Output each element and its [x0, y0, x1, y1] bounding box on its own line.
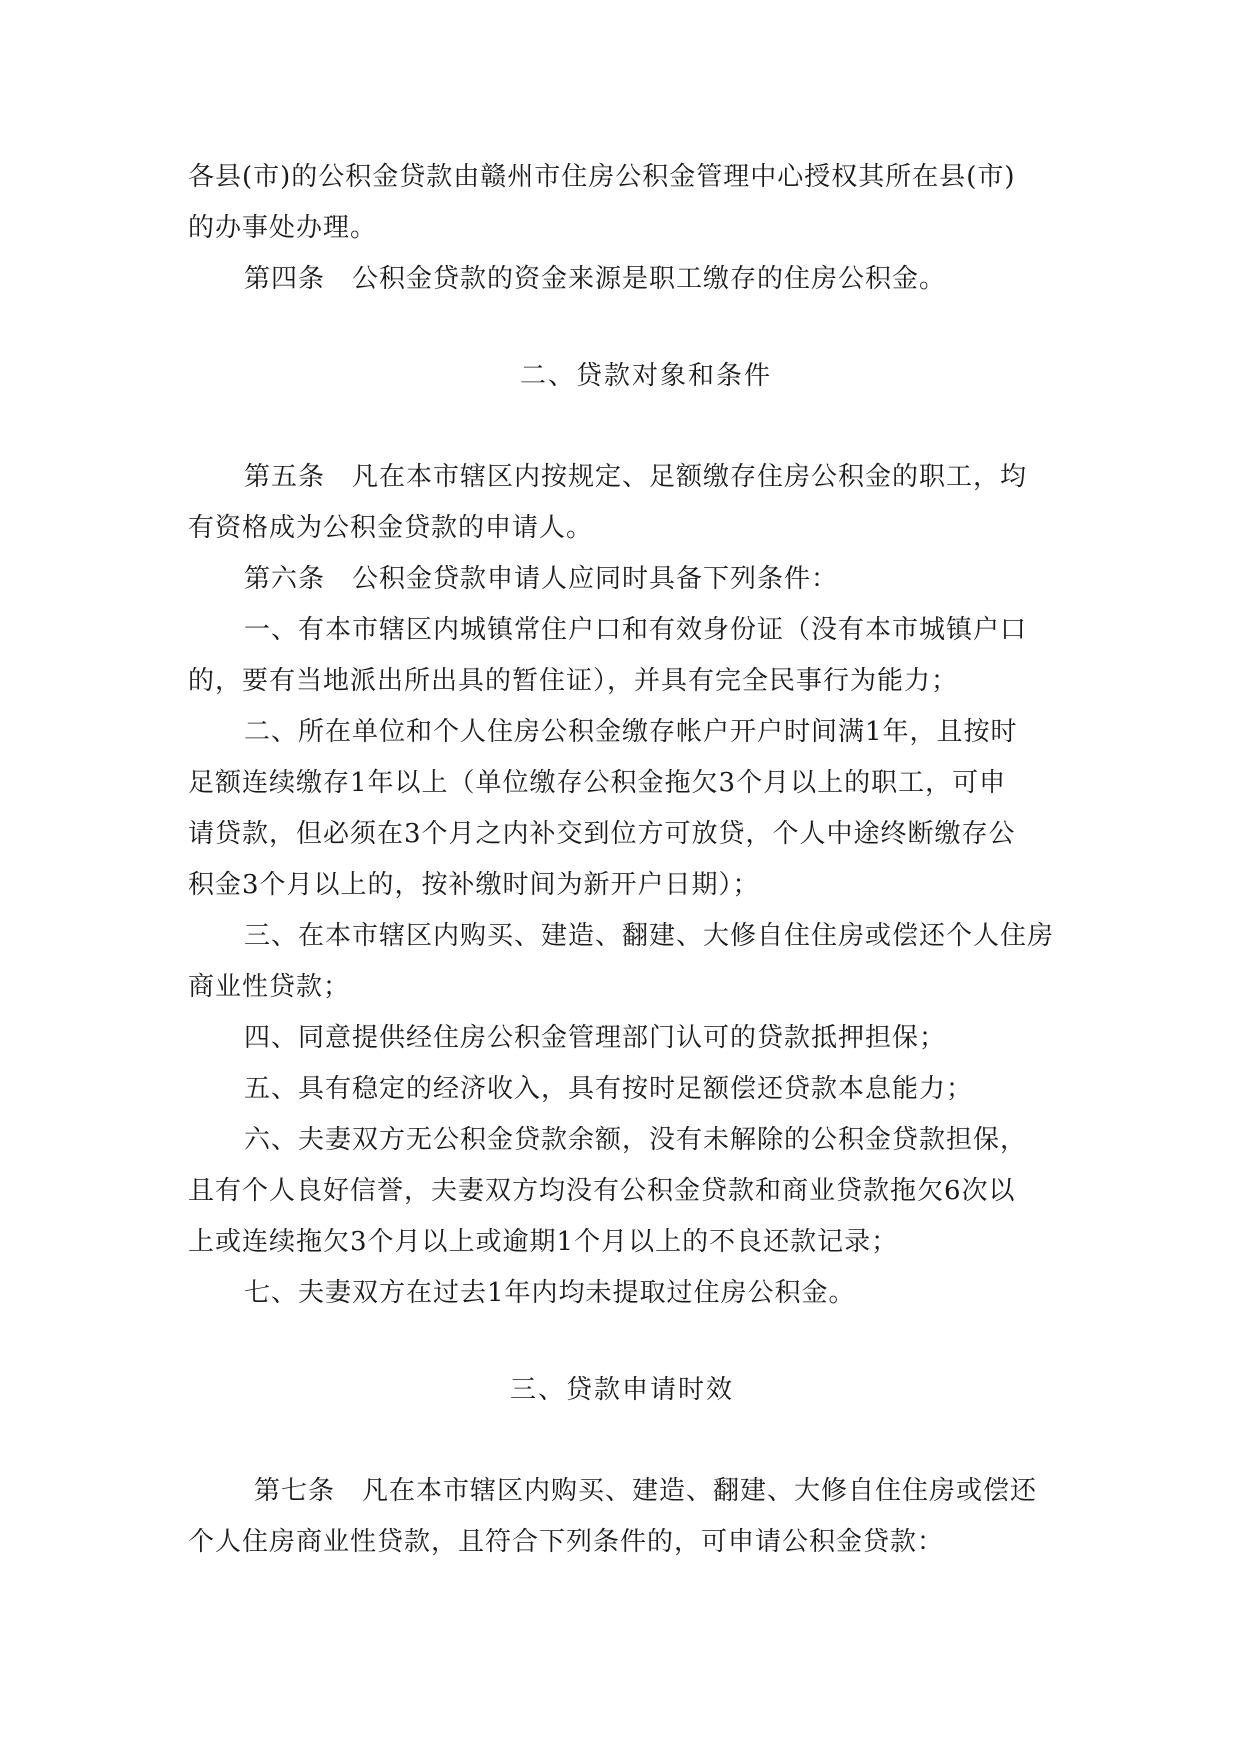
- condition-1: 一、有本市辖区内城镇常住户口和有效身份证（没有本市城镇户口: [244, 615, 1028, 645]
- paragraph-line: 的，要有当地派出所出具的暂住证），并具有完全民事行为能力；: [188, 666, 959, 696]
- paragraph-line: 各县(市)的公积金贷款由赣州市住房公积金管理中心授权其所在县(市): [188, 162, 1016, 192]
- article-5: 第五条 凡在本市辖区内按规定、足额缴存住房公积金的职工，均: [244, 462, 1028, 492]
- paragraph-line: 积金3个月以上的，按补缴时间为新开户日期）；: [188, 870, 760, 900]
- article-6: 第六条 公积金贷款申请人应同时具备下列条件：: [244, 564, 839, 594]
- condition-6: 六、夫妻双方无公积金贷款余额，没有未解除的公积金贷款担保，: [244, 1125, 1028, 1155]
- section-heading-3: 三、贷款申请时效: [510, 1375, 735, 1405]
- article-7: 第七条 凡在本市辖区内购买、建造、翻建、大修自住住房或偿还: [254, 1476, 1038, 1506]
- condition-4: 四、同意提供经住房公积金管理部门认可的贷款抵押担保；: [244, 1023, 947, 1053]
- condition-5: 五、具有稳定的经济收入，具有按时足额偿还贷款本息能力；: [244, 1074, 974, 1104]
- condition-7: 七、夫妻双方在过去1年内均未提取过住房公积金。: [244, 1278, 856, 1308]
- condition-3: 三、在本市辖区内购买、建造、翻建、大修自住住房或偿还个人住房: [244, 921, 1055, 951]
- section-heading-2: 二、贷款对象和条件: [520, 361, 773, 391]
- condition-2: 二、所在单位和个人住房公积金缴存帐户开户时间满1年，且按时: [244, 717, 1018, 747]
- paragraph-line: 商业性贷款；: [188, 972, 351, 1002]
- paragraph-line: 请贷款，但必须在3个月之内补交到位方可放贷，个人中途终断缴存公: [188, 819, 1016, 849]
- paragraph-line: 足额连续缴存1年以上（单位缴存公积金拖欠3个月以上的职工，可申: [188, 768, 1007, 798]
- paragraph-line: 个人住房商业性贷款，且符合下列条件的，可申请公积金贷款：: [188, 1527, 945, 1557]
- paragraph-line: 有资格成为公积金贷款的申请人。: [188, 513, 594, 543]
- paragraph-line: 的办事处办理。: [188, 213, 378, 243]
- paragraph-line: 上或连续拖欠3个月以上或逾期1个月以上的不良还款记录；: [188, 1227, 899, 1257]
- paragraph-line: 且有个人良好信誉，夫妻双方均没有公积金贷款和商业贷款拖欠6次以: [188, 1176, 1016, 1206]
- article-4: 第四条 公积金贷款的资金来源是职工缴存的住房公积金。: [244, 264, 947, 294]
